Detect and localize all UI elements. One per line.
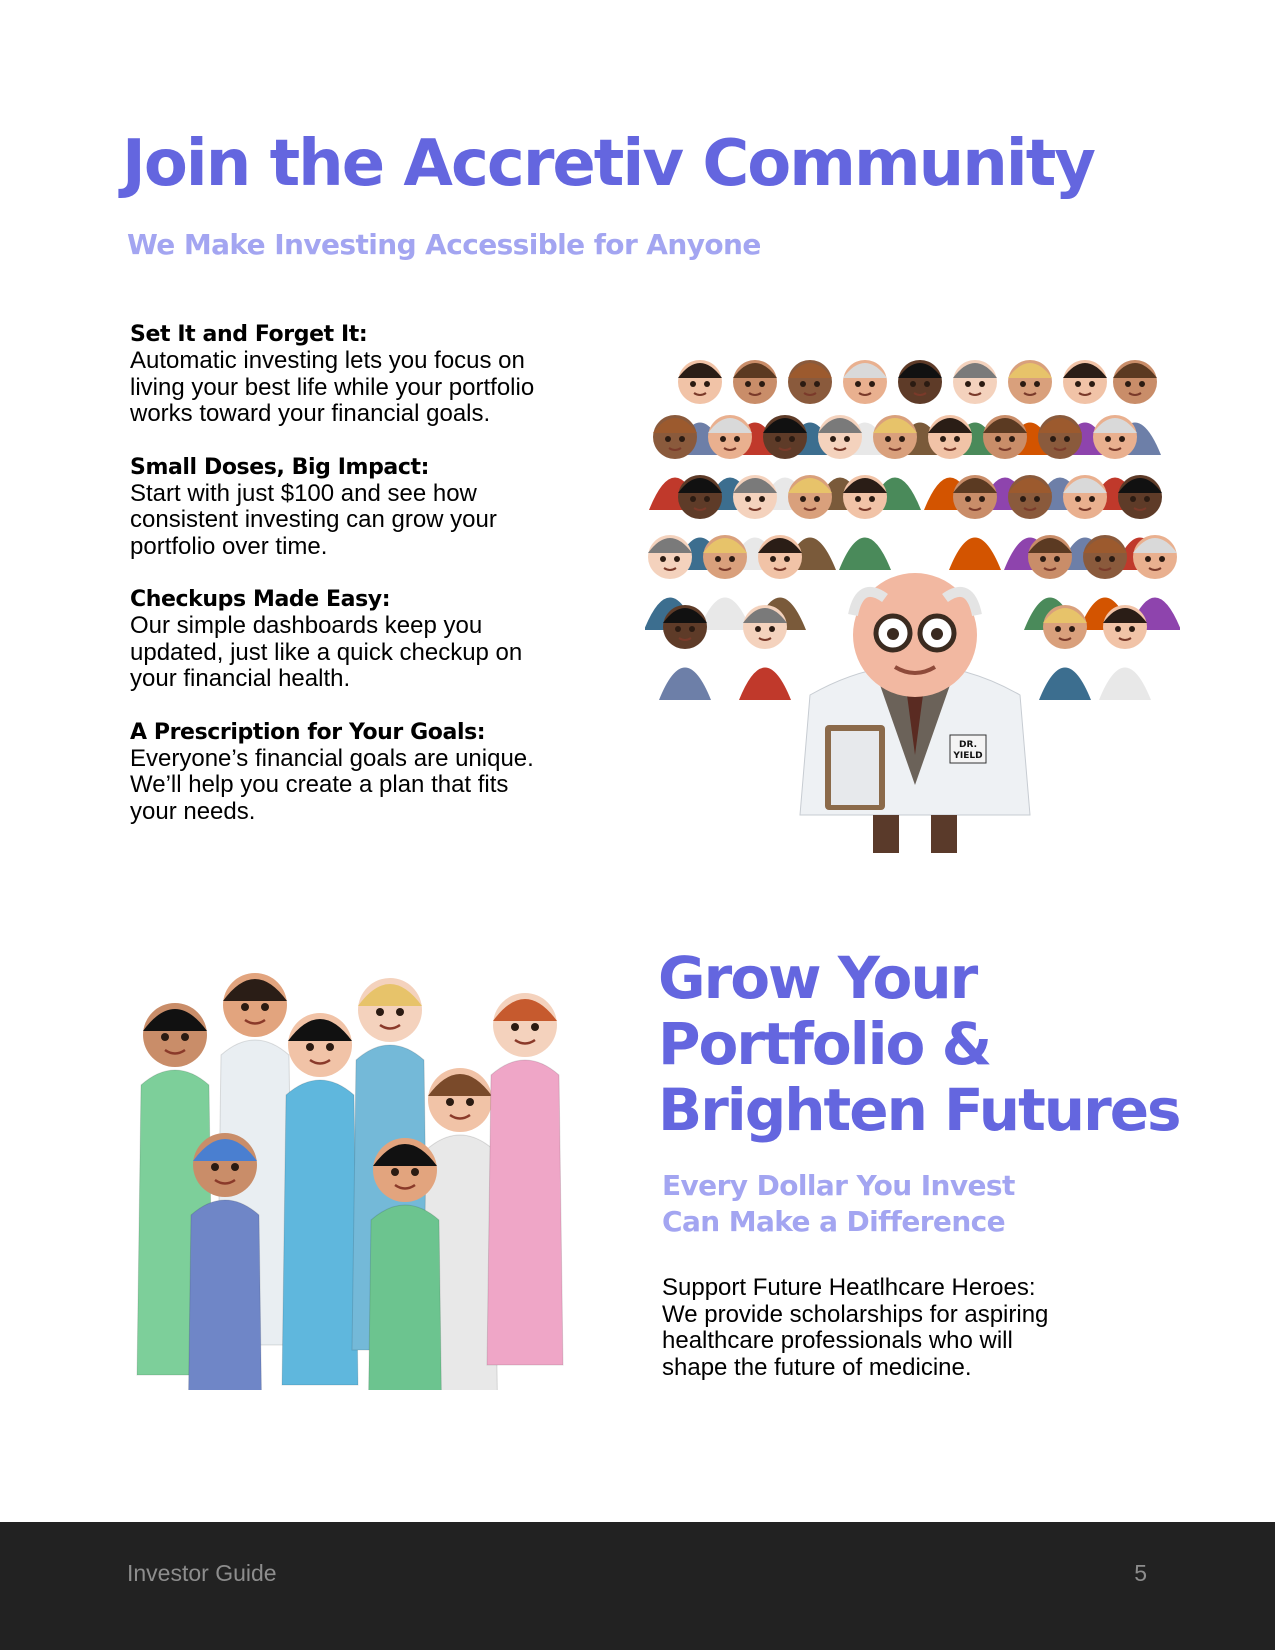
crowd-person bbox=[699, 535, 751, 630]
medic-figure bbox=[282, 1013, 358, 1385]
feature-item bbox=[130, 322, 610, 428]
section-subtitle-line: Every Dollar You Invest bbox=[662, 1169, 1015, 1202]
feature-item bbox=[130, 455, 610, 561]
feature-line: works toward your financial goals. bbox=[130, 400, 491, 427]
badge-line: DR. bbox=[959, 740, 977, 750]
page-number: 5 bbox=[1134, 1560, 1147, 1586]
feature-line: your financial health. bbox=[130, 665, 351, 692]
section-subtitle bbox=[662, 1168, 1015, 1240]
feature-title: Small Doses, Big Impact: bbox=[130, 454, 430, 480]
feature-line: updated, just like a quick checkup on bbox=[130, 638, 523, 666]
doctor-figure bbox=[800, 573, 1030, 853]
feature-item bbox=[130, 720, 610, 826]
community-crowd-illustration bbox=[645, 315, 1180, 860]
crowd-person bbox=[949, 475, 1001, 570]
feature-list bbox=[130, 322, 610, 852]
crowd-person bbox=[739, 605, 791, 700]
medic-figure bbox=[487, 993, 563, 1365]
healthcare-workers-illustration bbox=[115, 955, 605, 1390]
feature-line: living your best life while your portfolio bbox=[130, 373, 535, 401]
feature-line: Start with just $100 and see how bbox=[130, 479, 477, 507]
feature-line: consistent investing can grow your bbox=[130, 506, 497, 533]
section-title-line: Grow Your bbox=[658, 944, 977, 1012]
crowd-person bbox=[1039, 605, 1091, 700]
crowd-person bbox=[1099, 605, 1151, 700]
scholarship-text bbox=[662, 1275, 1102, 1381]
section-subtitle-line: Can Make a Difference bbox=[662, 1205, 1006, 1238]
crowd-person bbox=[839, 475, 891, 570]
page-title: Join the Accretiv Community bbox=[122, 127, 1094, 201]
footer-bar bbox=[0, 1522, 1275, 1650]
medic-figure bbox=[367, 1138, 443, 1390]
section-title-line: Portfolio & bbox=[658, 1010, 991, 1078]
scholarship-line: healthcare professionals who will bbox=[662, 1327, 1013, 1354]
feature-title: Set It and Forget It: bbox=[130, 322, 368, 347]
scholarship-line: shape the future of medicine. bbox=[662, 1353, 972, 1381]
feature-item bbox=[130, 587, 610, 693]
section-title bbox=[658, 945, 1218, 1143]
feature-title: A Prescription for Your Goals: bbox=[130, 719, 486, 745]
page-subtitle: We Make Investing Accessible for Anyone bbox=[127, 228, 761, 261]
feature-line: your needs. bbox=[130, 797, 256, 825]
footer-label: Investor Guide bbox=[127, 1560, 277, 1586]
scholarship-line: Support Future Heatlhcare Heroes: bbox=[662, 1274, 1036, 1301]
scholarship-line: We provide scholarships for aspiring bbox=[662, 1300, 1049, 1328]
crowd-person bbox=[659, 605, 711, 700]
feature-line: Our simple dashboards keep you bbox=[130, 612, 483, 639]
feature-title: Checkups Made Easy: bbox=[130, 587, 391, 612]
feature-line: Everyone’s financial goals are unique. bbox=[130, 744, 534, 772]
feature-line: We’ll help you create a plan that fits bbox=[130, 771, 509, 798]
section-title-line: Brighten Futures bbox=[658, 1076, 1180, 1144]
medic-figure bbox=[187, 1133, 263, 1390]
feature-line: Automatic investing lets you focus on bbox=[130, 347, 525, 374]
badge-line: YIELD bbox=[953, 751, 983, 761]
feature-line: portfolio over time. bbox=[130, 532, 328, 560]
